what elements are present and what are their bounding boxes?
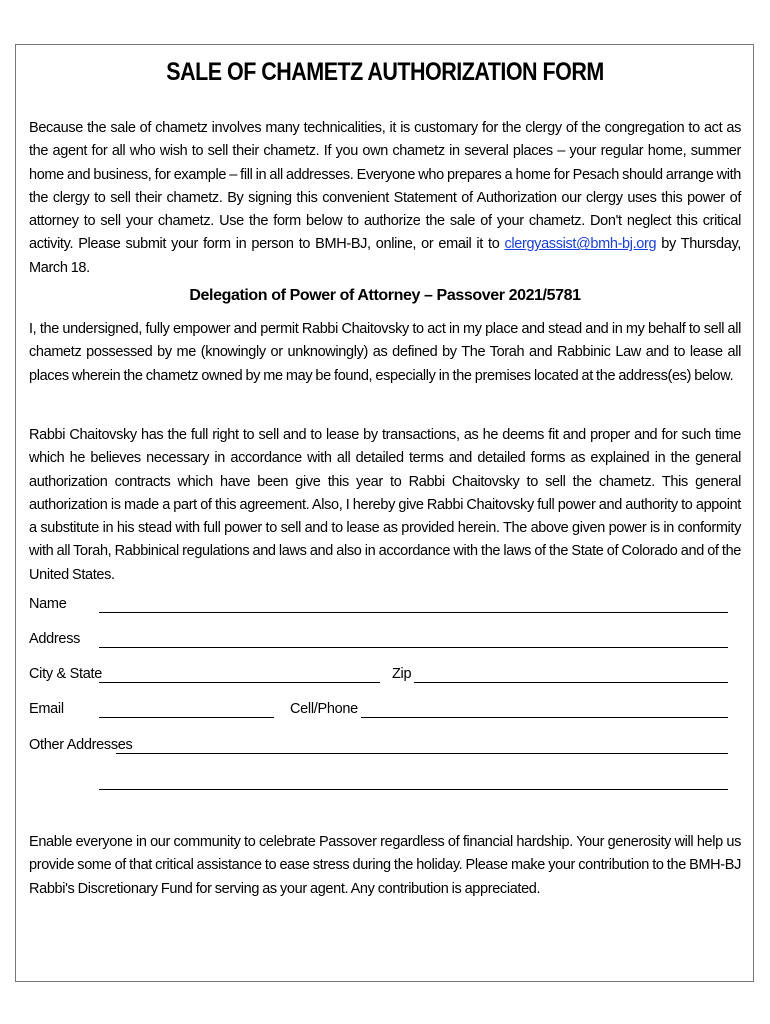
authority-paragraph: Rabbi Chaitovsky has the full right to sell and to lease by transactions, as he deems fit and proper and for such time which he believes necessary in accordance with all detailed terms and detailed forms as explained in the general authorization contracts which have been give this year to Rabbi Chaitovsky to sell the chametz. This general authorization is made a part of this agreement. Also, I hereby give Rabbi Chaitovsky full power and authority to appoint a substitute in his stead with full power to sell and to lease as provided herein. The above given power is in conformity with all Torah, Rabbinical regulations and laws and also in accordance with the laws of the State of Colorado and of the United States. <box>29 427 741 583</box>
name-label: Name <box>29 596 67 612</box>
other-addresses-field-line-2[interactable] <box>99 789 728 790</box>
address-label: Address <box>29 631 81 647</box>
other-addresses-field[interactable] <box>116 753 728 754</box>
delegation-title: Delegation of Power of Attorney – Passover 2021/5781 <box>189 287 581 304</box>
intro-text: Because the sale of chametz involves many technicalities, it is customary for the clergy of the congregation to act as the agent for all who wish to sell their chametz. If you own chametz in several places – your regular home, summer home and business, for example – fill in all addresses. Everyone who prepares a home for Pesach should arrange with the clergy to sell their chametz. By signing this convenient Statement of Authorization our clergy uses this power of attorney to sell your chametz. Use the form below to authorize the sale of your chametz. Don't neglect this critical activity. Please submit your form in person to BMH-BJ, online, or email it to <box>29 120 741 253</box>
email-link[interactable]: clergyassist@bmh-bj.org <box>504 236 657 253</box>
cell-phone-label: Cell/Phone <box>290 701 358 717</box>
zip-field[interactable] <box>414 682 728 683</box>
email-label: Email <box>29 701 64 717</box>
delegation-paragraph: I, the undersigned, fully empower and permit Rabbi Chaitovsky to act in my place and stead and in my behalf to sell all chametz possessed by me (knowingly or unknowingly) as defined by The Torah and Rabbinic Law and to lease all places wherein the chametz owned by me may be found, especially in the premises located at the address(es) below. <box>29 321 741 384</box>
zip-label: Zip <box>392 666 412 682</box>
city-state-field[interactable] <box>99 682 380 683</box>
city-state-label: City & State <box>29 666 102 682</box>
form-title: SALE OF CHAMETZ AUTHORIZATION FORM <box>166 58 604 86</box>
other-addresses-label: Other Addresses <box>29 737 133 753</box>
cell-phone-field[interactable] <box>361 717 728 718</box>
intro-paragraph <box>29 117 741 280</box>
intro-deadline-text: by Thursday, March 18. <box>29 236 741 276</box>
name-field[interactable] <box>99 612 728 613</box>
email-field[interactable] <box>99 717 274 718</box>
closing-paragraph: Enable everyone in our community to celebrate Passover regardless of financial hardship. Your generosity will help us provide some of that critical assistance to ease stress during the holiday. Please make your contribution to the BMH-BJ Rabbi's Discretionary Fund for serving as your agent. Any contribution is appreciated. <box>29 834 741 897</box>
address-field[interactable] <box>99 647 728 648</box>
